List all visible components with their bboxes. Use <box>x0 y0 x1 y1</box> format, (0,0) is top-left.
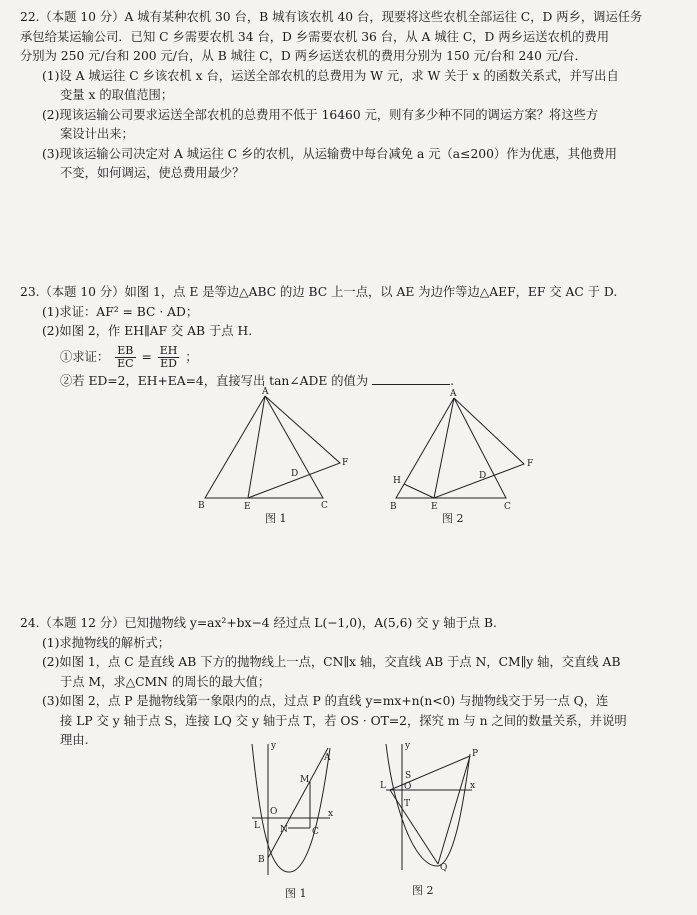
question-23 <box>20 283 685 391</box>
q23-fig1-caption: 图 1 <box>265 512 287 525</box>
label-t: T <box>404 799 411 809</box>
q23-part: (1)求证：AF² = BC · AD； <box>42 304 199 319</box>
q24-figure-2 <box>378 740 488 875</box>
q23-part-2a: ①求证： $\frac{EB}{EC}$ = $\frac{EH}{ED}$ ； <box>60 343 198 370</box>
q22-part: 案设计出来； <box>60 127 134 141</box>
fraction-eh-ed: $\frac{EH}{ED}$ <box>159 343 178 370</box>
q24-fig2-caption: 图 2 <box>412 884 434 897</box>
label-p: P <box>472 749 479 759</box>
label-q: Q <box>440 863 448 873</box>
parabola <box>252 744 330 872</box>
label-b: B <box>198 501 205 511</box>
label-d: D <box>479 471 487 481</box>
label-a: A <box>450 389 457 399</box>
label-y: y <box>271 741 277 751</box>
q23-line: 23.（本题 10 分）如图 1，点 E 是等边△ABC 的边 BC 上一点，以 AE 为边作等边△AEF，EF 交 AC 于 D. <box>20 285 618 299</box>
q22-part: 变量 x 的取值范围； <box>60 88 174 102</box>
label-a: A <box>324 753 331 763</box>
label-e: E <box>244 502 251 512</box>
q22-line: 22.（本题 10 分）A 城有某种农机 30 台，B 城有该农机 40 台，现要将这些农机全部运往 C，D 两乡，调运任务 <box>20 10 643 24</box>
label-c: C <box>321 501 328 511</box>
q23-fig2-caption: 图 2 <box>442 512 464 525</box>
label-x: x <box>328 809 334 819</box>
answer-blank[interactable] <box>372 372 450 385</box>
q22-part: (1)设 A 城运往 C 乡该农机 x 台，运送全部农机的总费用为 W 元，求 W 关于 x 的函数关系式，并写出自 <box>42 68 619 83</box>
label-l: L <box>254 821 260 831</box>
q24-part: (1)求抛物线的解析式； <box>42 635 171 650</box>
label-n: N <box>280 825 288 835</box>
q23-part-2b: ②若 ED=2，EH+EA=4，直接写出 tan∠ADE 的值为 . <box>60 373 454 388</box>
label-x: x <box>470 781 476 791</box>
q24-part: 理由. <box>60 733 89 747</box>
q24-fig1-caption: 图 1 <box>285 887 307 900</box>
label-h: H <box>393 476 401 486</box>
label-b: B <box>390 502 397 512</box>
label-s: S <box>405 771 412 781</box>
q24-part: 接 LP 交 y 轴于点 S，连接 LQ 交 y 轴于点 T，若 OS · OT=2，探究 m 与 n 之间的数量关系，并说明 <box>60 713 627 728</box>
q22-part: 不变，如何调运，使总费用最少？ <box>60 166 245 180</box>
question-22 <box>20 8 685 184</box>
q22-line: 分别为 250 元/台和 200 元/台，从 B 城往 C，D 两乡运送农机的费用分别为 150 元/台和 240 元/台． <box>20 49 587 63</box>
q22-line: 承包给某运输公司．已知 C 乡需要农机 34 台，D 乡需要农机 36 台，从 A 城往 C，D 两乡运送农机的费用 <box>20 29 609 44</box>
q24-part: (2)如图 1，点 C 是直线 AB 下方的抛物线上一点，CN∥x 轴，交直线 AB 于点 N，CM∥y 轴，交直线 AB <box>42 655 621 669</box>
q24-part: (3)如图 2，点 P 是抛物线第一象限内的点，过点 P 的直线 y=mx+n(n<0) 与抛物线交于另一点 Q，连 <box>42 694 609 708</box>
segment-eh <box>404 484 434 498</box>
label-a: A <box>262 387 269 397</box>
q24-line: 24.（本题 12 分）已知抛物线 y=ax²+bx−4 经过点 L(−1,0)，A(5,6) 交 y 轴于点 B. <box>20 616 497 630</box>
question-24 <box>20 614 685 751</box>
label-m: M <box>300 775 310 785</box>
triangle-abc <box>205 396 323 498</box>
line-lq <box>390 790 438 864</box>
label-o: O <box>404 782 412 792</box>
label-l: L <box>380 781 386 791</box>
q22-part: (2)现该运输公司要求运送全部农机的总费用不低于 16460 元，则有多少种不同的调运方案？将这些方 <box>42 107 599 122</box>
label-b: B <box>258 855 265 865</box>
label-c: C <box>312 827 319 837</box>
q24-figure-1 <box>238 740 348 880</box>
q23-part: (2)如图 2，作 EH∥AF 交 AB 于点 H. <box>42 324 253 338</box>
label-e: E <box>431 502 438 512</box>
label-o: O <box>270 807 278 817</box>
label-f: F <box>527 459 534 469</box>
triangle-aef <box>434 398 524 498</box>
q22-part: (3)现该运输公司决定对 A 城运往 C 乡的农机，从运输费中每台减免 a 元（a≤200）作为优惠，其他费用 <box>42 146 617 161</box>
q23-figure-1 <box>190 388 360 513</box>
fraction-eb-ec: $\frac{EB}{EC}$ <box>117 343 134 370</box>
label-y: y <box>405 741 411 751</box>
q24-part: 于点 M，求△CMN 的周长的最大值； <box>60 674 271 689</box>
line-pq <box>438 756 470 864</box>
label-c: C <box>504 502 511 512</box>
label-f: F <box>342 458 349 468</box>
label-d: D <box>291 469 299 479</box>
line-ab <box>268 748 328 858</box>
q23-figure-2 <box>388 388 548 513</box>
